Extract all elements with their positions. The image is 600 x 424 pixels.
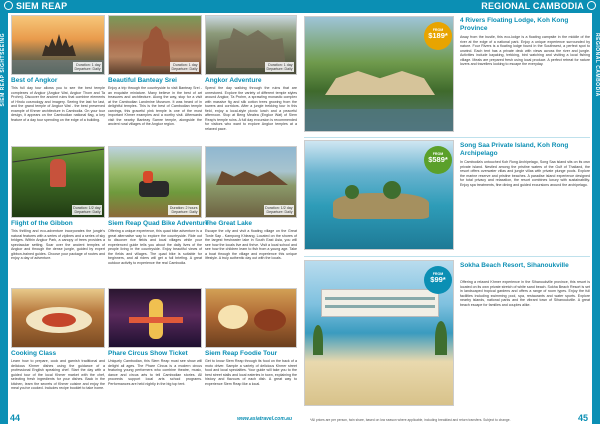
right-page: [300, 0, 600, 424]
flight-of-gibbon-photo: [11, 146, 105, 218]
price-badge: FROM $99*: [424, 266, 452, 294]
item-title: Siem Reap Foodie Tour: [205, 350, 278, 357]
item-title: Best of Angkor: [11, 77, 58, 84]
price-disclaimer: *All prices are per person, twin share, based on low season where applicable, including breakfast and return transfers. Subject to change.: [310, 418, 511, 422]
right-header: REGIONAL CAMBODIA: [300, 0, 600, 13]
item-description: Get to know Siem Reap through its food on the back of a moto driver. Sample a variety of delicious Khmer street food and local specialties. Your guide will take you to the best street stalls and local eateries in town, explaining the history and flavours of each dish. A great way to experience Siem Reap like a local.: [205, 359, 297, 386]
item-title: Sokha Beach Resort, Sihanoukville: [460, 262, 569, 269]
item-title: Angkor Adventure: [205, 77, 262, 84]
quad-bike-photo: [108, 146, 202, 218]
phare-circus-photo: [108, 288, 202, 348]
item-description: Offering a relaxed Khmer experience in the Sihanoukville province, this resort is located on its own private stretch of white sand beach. Sokha Beach Resort is set in landscaped tropical gardens and offers a range of room types. Enjoy the full facilities including swimming pool, spa, restaurants and water sports. Explore nearby islands, national parks and the vibrant town of Sihanoukville. A great beach escape for families and couples alike.: [460, 280, 590, 307]
item-description: Uniquely Cambodian, this Siem Reap must see show will delight all ages. The Phare Circus is a modern circus featuring young performers who combine theatre, music, dance and circus arts to tell Cambodian stories. All proceeds support local arts school programs. Performances are held nightly in the big top tent.: [108, 359, 202, 386]
item-title: Beautiful Banteay Srei: [108, 77, 177, 84]
globe-icon: [4, 1, 13, 10]
item-title: Song Saa Private Island, Koh Rong Archipelago: [460, 142, 569, 157]
item-description: This thrilling and eco-adventure incorporates the jungle's natural features with a series of ziplines and a series of sky bridges. Within Angkor Park, a canopy of trees provides a spectacular setting. Soar over the ancient temples of Angkor and through the dense jungle, guided by expert gibbon-trained guides. Choose your package of routes and enjoy a day of adventure.: [11, 229, 105, 261]
price-badge: FROM $189*: [424, 22, 452, 50]
item-title: Siem Reap Quad Bike Adventure: [108, 220, 209, 227]
angkor-wat-photo: [11, 15, 105, 75]
item-description: This full day tour allows you to see the best temple complexes of Angkor (Angkor Wat, Angkor Thom and Ta Prohm). Discover the ancient ruins that combine elements of Hindu cosmology and imagery. Seeing the last for last, and the grand temple of Angkor Wat - the best preserved example of Khmer architecture in Cambodia. On your tour design, it appears on the Cambodian national flag, a key feature of a day tour spending on the edge of a building.: [11, 86, 105, 122]
foodie-tour-photo: [205, 288, 297, 348]
duration-label: Duration: 2 hours Departure: Daily: [169, 205, 198, 214]
left-header: SIEM REAP: [0, 0, 300, 13]
globe-icon: [587, 1, 596, 10]
item-description: Learn how to prepare, cook and garnish traditional and delicious Khmer dishes using the guidance of a professional English speaking chef. Start the day with a guided tour of the local Khmer market with the chef, selecting fresh ingredients for your dishes. Back in the kitchen, learn the secrets of Khmer cuisine and enjoy the meal you've cooked. Includes recipe booklet to take home.: [11, 359, 105, 391]
page-number: 44: [10, 413, 21, 423]
page-number: 45: [577, 413, 588, 423]
section-divider: [304, 256, 590, 257]
item-title: Phare Circus Show Ticket: [108, 350, 188, 357]
angkor-adventure-photo: [205, 15, 297, 75]
duration-label: Duration: 1/2 day Departure: Daily: [73, 205, 101, 214]
section-divider: [304, 137, 590, 138]
item-description: Escape the city and visit a floating village on the Great Tonle Sap - Kampong Khleang. Located on the shores of the largest freshwater lake in South East Asia, you will see how the locals live and thrive. Visit a local school and see how the children learn to fish from a young age. Take a boat through the village and experience this unique lifestyle. A truly authentic day out with the locals.: [205, 229, 297, 261]
left-sidetab: SIEM REAP SIGHTSEEING: [0, 13, 8, 424]
great-lake-photo: [205, 146, 297, 218]
item-title: Flight of the Gibbon: [11, 220, 73, 227]
item-description: Enjoy a trip through the countryside to visit Banteay Srei - an exquisite miniature. Many believe in the best of art treasures and architecture. Along the way, stop for a visit at the Cambodian Landmine Museum. It was heard of in delightful temples. This is the best of Cambodian temple carvings, this graceful pink temple is one of the most important Khmer examples and a worthy visit. Afterwards visit the nearby Banteay Samre temple, alongside the ancient rural villages of the Angkor region.: [108, 86, 202, 127]
price-badge: FROM $589*: [424, 146, 452, 174]
duration-label: Duration: 1 day Departure: Daily: [74, 62, 101, 71]
banteay-srei-photo: [108, 15, 202, 75]
item-description: Offering a unique experience, this quad bike adventure is a great alternative way to explore the countryside. Ride out to discover rice fields and local villages while your experienced guide tells you about the daily lives of the people living in the countryside. Enjoy beautiful views of the fields and villages. The quad bike is suitable for beginners, and all riders will get a full briefing. A great outdoor activity to experience the real Cambodia.: [108, 229, 202, 265]
right-sidetab: REGIONAL CAMBODIA: [592, 13, 600, 424]
item-description: Away from the bustle, this eco-lodge is a floating campsite in the middle of the river at the edge of a national park. Enjoy a unique experience surrounded by nature. Four Rivers is a floating lodge found in the Southwest, a perfect spot to unwind. Each tent has a private deck with views across the river and jungle. Activities include kayaking, trekking, bird watching and visiting a local fishing village. Meals are prepared fresh using local produce. A perfect retreat for nature lovers and travellers looking to escape the everyday.: [460, 35, 590, 67]
website-url: www.asiatravel.com.au: [237, 416, 292, 422]
duration-label: Duration: 1/2 day Departure: Daily: [265, 205, 293, 214]
item-description: In Cambodia's untouched Koh Rong Archipelago, Song Saa island sits on its own private island. Nestled among the pristine waters of the Gulf of Thailand, the resort offers overwater villas and jungle villas with private plunge pools. Explore the marine reserve and pristine beaches. A paradise island experience designed for total privacy and relaxation, the resort combines luxury with sustainability. Enjoy spa treatments, fine dining and guided excursions around the archipelago.: [460, 160, 590, 187]
duration-label: Duration: 1 day Departure: Daily: [171, 62, 198, 71]
item-description: Spend the day walking through the ruins that are unrestored. Explore the variety of different temple styles around Angkor, Ta Prohm, a sprawling monastic complex with massive fig and silk cotton trees growing from the towers and corridors. After a jungle trekking tour in this field, enjoy a local-style picnic lunch and a peaceful afternoon. Stop at Beng Mealea (Engkor Wat) of Siem Reap's temple ruins. A full day excursion is recommended for visitors who want to explore Angkor temples at a relaxed pace.: [205, 86, 297, 131]
item-title: Cooking Class: [11, 350, 57, 357]
item-title: The Great Lake: [205, 220, 252, 227]
item-title: 4 Rivers Floating Lodge, Koh Kong Province: [460, 17, 569, 32]
duration-label: Duration: 1 day Departure: Daily: [266, 62, 293, 71]
cooking-class-photo: [11, 288, 105, 348]
